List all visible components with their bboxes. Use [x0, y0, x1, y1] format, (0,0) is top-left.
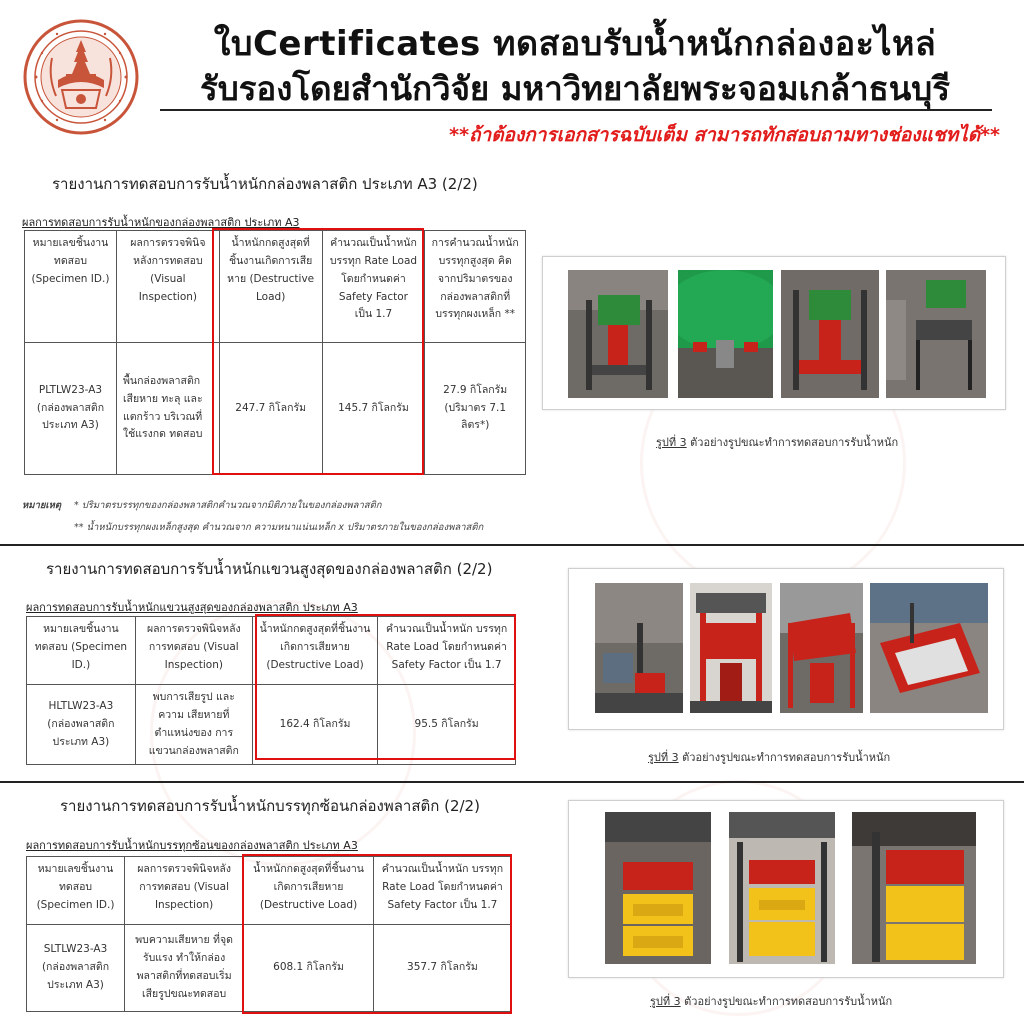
caption-label: รูปที่ 3: [656, 436, 687, 449]
test-photo: [780, 583, 863, 713]
caption-text: ตัวอย่างรูปขณะทำการทดสอบการรับน้ำหนัก: [682, 751, 891, 764]
caption-text: ตัวอย่างรูปขณะทำการทดสอบการรับน้ำหนัก: [684, 995, 893, 1008]
test-photo: [605, 812, 711, 964]
header-cell: คำนวณเป็นน้ำหนักบรรทุก Rate Load โดยกำหนดค่า Safety Factor เป็น 1.7: [322, 231, 425, 343]
header-cell: น้ำหนักกดสูงสุดที่ชิ้นงาน เกิดการเสียหาย (Destructive Load): [244, 857, 374, 925]
section-title: รายงานการทดสอบการรับน้ำหนักบรรทุกซ้อนกล่องพลาสติก (2/2): [60, 797, 480, 815]
page-subtitle: รับรองโดยสำนักวิจัย มหาวิทยาลัยพระจอมเกล้าธนบุรี: [200, 69, 950, 108]
figure-caption: [650, 992, 892, 1010]
section-divider: [0, 544, 1024, 546]
header-cell: น้ำหนักกดสูงสุดที่ชิ้นงานเกิดการเสียหาย (Destructive Load): [219, 231, 322, 343]
figure-caption: [656, 433, 898, 451]
test-photo: [729, 812, 835, 964]
rate-load-cell: 357.7 กิโลกรัม: [373, 925, 511, 1012]
section-subtitle: ผลการทดสอบการรับน้ำหนักแขวนสูงสุดของกล่องพลาสติก ประเภท A3: [26, 601, 358, 614]
test-photo: [852, 812, 976, 964]
specimen-id-cell: SLTLW23-A3 (กล่องพลาสติก ประเภท A3): [27, 925, 125, 1012]
header-cell: ผลการตรวจพินิจหลัง การทดสอบ (Visual Inspection): [125, 857, 244, 925]
university-seal-icon: [22, 18, 140, 136]
header-cell: ผลการตรวจพินิจ หลังการทดสอบ (Visual Inspection): [116, 231, 219, 343]
footnote: ** น้ำหนักบรรทุกผงเหล็กสูงสุด คำนวณจาก ความหนาแน่นเหล็ก x ปริมาตรภายในของกล่องพลาสติก: [74, 522, 484, 533]
section-title: รายงานการทดสอบการรับน้ำหนักกล่องพลาสติก ประเภท A3 (2/2): [52, 175, 478, 193]
rate-load-cell: 95.5 กิโลกรัม: [378, 685, 516, 765]
section-subtitle: ผลการทดสอบการรับน้ำหนักของกล่องพลาสติก ประเภท A3: [22, 216, 300, 229]
section-subtitle: ผลการทดสอบการรับน้ำหนักบรรทุกซ้อนของกล่องพลาสติก ประเภท A3: [26, 839, 358, 852]
specimen-id-cell: PLTLW23-A3 (กล่องพลาสติก ประเภท A3): [25, 343, 117, 475]
figure-caption: [648, 748, 890, 766]
test-photo: [870, 583, 988, 713]
specimen-id-cell: HLTLW23-A3 (กล่องพลาสติก ประเภท A3): [27, 685, 136, 765]
caption-text: ตัวอย่างรูปขณะทำการทดสอบการรับน้ำหนัก: [690, 436, 899, 449]
header-cell: หมายเลขชิ้นงาน ทดสอบ (Specimen ID.): [27, 857, 125, 925]
highlight-box: [255, 614, 516, 760]
destructive-load-cell: 247.7 กิโลกรัม: [219, 343, 322, 475]
highlight-box: [212, 228, 424, 475]
test-photo: [678, 270, 773, 398]
highlight-box: [242, 854, 512, 1014]
test-photo: [568, 270, 668, 398]
visual-inspection-cell: พบความเสียหาย ที่จุดรับแรง ทำให้กล่อง พลาสติกที่ทดสอบเริ่ม เสียรูปขณะทดสอบ: [125, 925, 244, 1012]
caption-label: รูปที่ 3: [650, 995, 681, 1008]
page-title: ใบCertificates ทดสอบรับน้ำหนักกล่องอะไหล่: [213, 24, 937, 64]
visual-inspection-cell: พื้นกล่องพลาสติก เสียหาย ทะลุ และ แตกร้าว บริเวณที่ใช้แรงกด ทดสอบ: [116, 343, 219, 475]
max-load-cell: 27.9 กิโลกรัม (ปริมาตร 7.1 ลิตร*): [425, 343, 526, 475]
header-cell: ผลการตรวจพินิจหลัง การทดสอบ (Visual Inspection): [135, 617, 252, 685]
section-divider: [0, 781, 1024, 783]
header-cell: หมายเลขชิ้นงาน ทดสอบ (Specimen ID.): [25, 231, 117, 343]
header-cell: หมายเลขชิ้นงาน ทดสอบ (Specimen ID.): [27, 617, 136, 685]
test-photo: [781, 270, 879, 398]
header-cell: คำนวณเป็นน้ำหนัก บรรทุก Rate Load โดยกำหนดค่า Safety Factor เป็น 1.7: [373, 857, 511, 925]
destructive-load-cell: 162.4 กิโลกรัม: [252, 685, 377, 765]
test-photo: [886, 270, 986, 398]
full-document-note: **ถ้าต้องการเอกสารฉบับเต็ม สามารถทักสอบถามทางช่องแชทได้**: [449, 124, 1000, 146]
rate-load-cell: 145.7 กิโลกรัม: [322, 343, 425, 475]
header-cell: คำนวณเป็นน้ำหนัก บรรทุก Rate Load โดยกำหนดค่า Safety Factor เป็น 1.7: [378, 617, 516, 685]
test-photo: [595, 583, 683, 713]
header-cell: น้ำหนักกดสูงสุดที่ชิ้นงาน เกิดการเสียหาย (Destructive Load): [252, 617, 377, 685]
caption-label: รูปที่ 3: [648, 751, 679, 764]
footnote: * ปริมาตรบรรทุกของกล่องพลาสติกคำนวณจากมิติภายในของกล่องพลาสติก: [74, 500, 382, 511]
test-photo: [690, 583, 772, 713]
section-title: รายงานการทดสอบการรับน้ำหนักแขวนสูงสุดของกล่องพลาสติก (2/2): [46, 560, 493, 578]
destructive-load-cell: 608.1 กิโลกรัม: [244, 925, 374, 1012]
footnote-label: หมายเหตุ: [22, 500, 62, 511]
header-cell: การคำนวณน้ำหนักบรรทุกสูงสุด คิดจากปริมาตรของกล่องพลาสติกที่บรรทุกผงเหล็ก **: [425, 231, 526, 343]
title-underline: [160, 109, 992, 111]
visual-inspection-cell: พบการเสียรูป และความ เสียหายที่ตำแหน่งของ การแขวนกล่องพลาสติก: [135, 685, 252, 765]
